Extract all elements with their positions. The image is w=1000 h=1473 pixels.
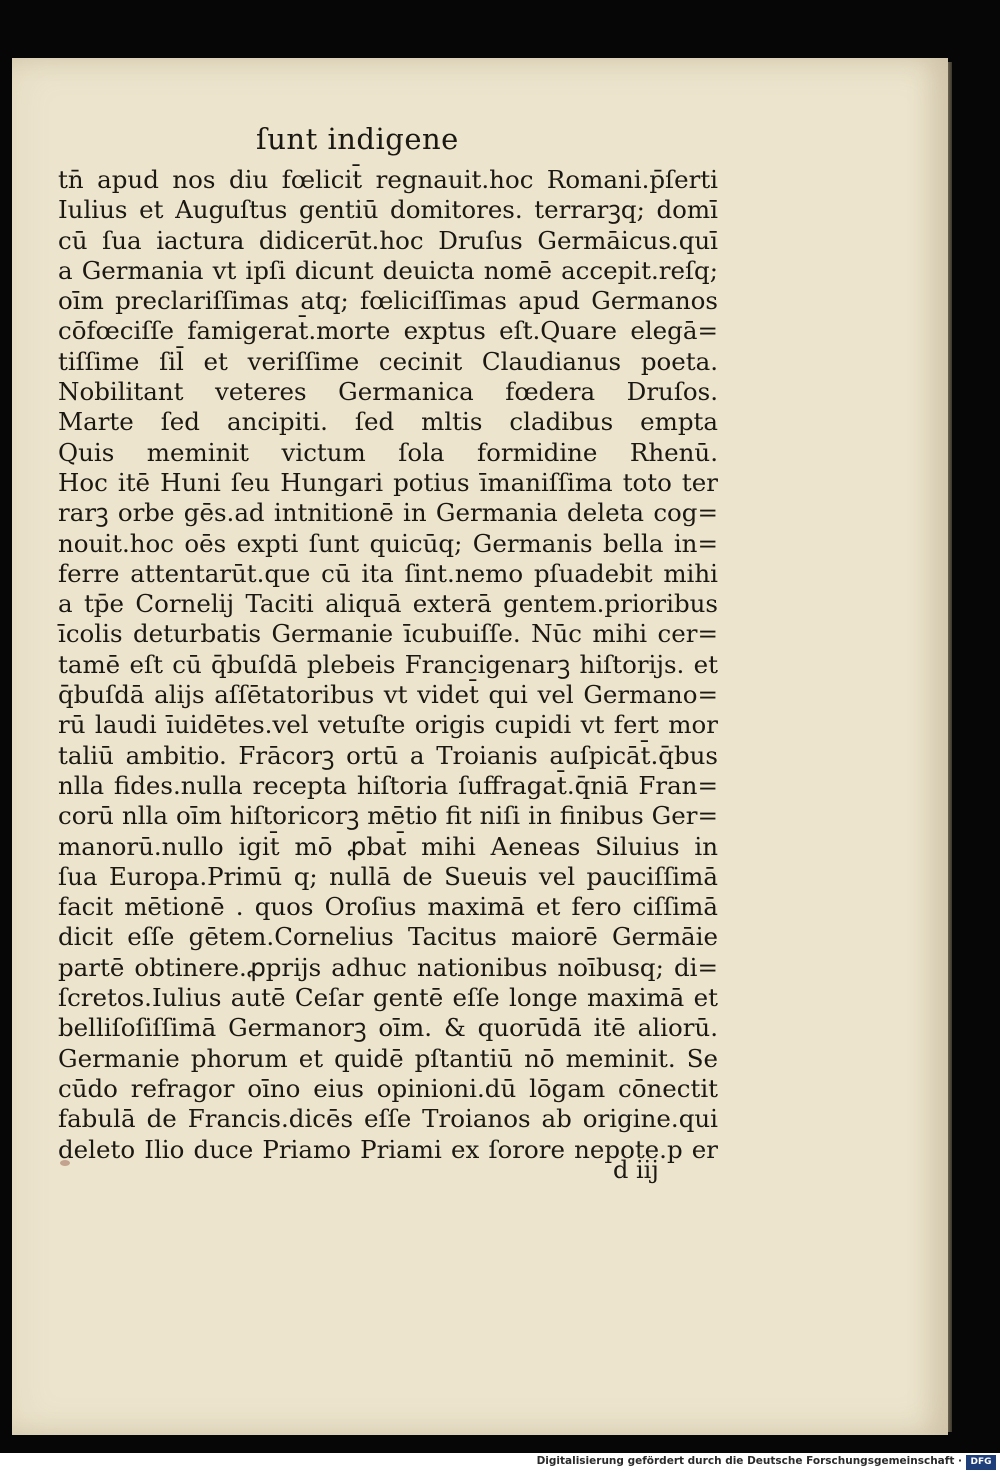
text-line: manorū.nullo igit̄ mō ꝓbat̄ mihi Aeneas Siluius in [58,831,718,861]
text-line: taliū ambitio. Frācorꝫ ortū a Troianis auſpicāt̄.q̄bus [58,740,718,770]
text-line: tn̄ apud nos diu fœlicit̄ regnauit.hoc Romani.p̄ſerti [58,165,718,194]
body-text [58,165,718,1165]
text-line: ſcretos.Iulius autē Ceſar gentē eſſe longe maximā et [58,983,718,1013]
text-line: oīm preclariſſimas atq; fœliciſſimas apud Germanos [58,286,718,316]
text-line: facit mētionē . quos Oroſius maximā et fero ciſſimā [58,892,718,922]
text-line: cū ſua iactura didicerūt.hoc Druſus Germāicus.quī [58,225,718,255]
text-line: Nobilitant veteres Germanica fœdera Druſos. [58,377,718,407]
signature-mark: d iij [613,1156,659,1184]
text-line: Hoc itē Huni ſeu Hungari potius īmaniſſima toto ter [58,467,718,497]
text-line: partē obtinere.ꝓprijs adhuc nationibus noībusq; di= [58,952,718,982]
text-line: ſua Europa.Primū q; nullā de Sueuis vel pauciſſimā [58,861,718,891]
text-line: fabulā de Francis.dicēs eſſe Troianos ab origine.qui [58,1104,718,1134]
text-line: tiſſime ſil̄ et veriſſime cecinit Claudianus poeta. [58,346,718,376]
text-line: deleto Ilio duce Priamo Priami ex ſorore nepote.p er [58,1134,718,1164]
text-line: a tp̄e Cornelij Taciti aliquā exterā gentem.prioribus [58,589,718,619]
text-line: Germanie phorum et quidē pſtantiū nō meminit. Se [58,1043,718,1073]
text-line: ferre attentarūt.que cū ita ſint.nemo pſuadebit mihi [58,558,718,588]
running-header: ſunt indigene [256,122,459,156]
text-line: īcolis deturbatis Germanie īcubuiſſe. Nūc mihi cer= [58,619,718,649]
digitization-note: Digitalisierung gefördert durch die Deutsche Forschungsgemeinschaft · [536,1455,962,1467]
dfg-logo: DFG [966,1455,996,1470]
text-line: Marte ſed ancipiti. ſed mltis cladibus empta [58,407,718,437]
text-line: corū nlla oīm hiſtoricorꝫ mētio fit niſi in finibus Ger= [58,801,718,831]
text-line: rarꝫ orbe gēs.ad intnitionē in Germania deleta cog= [58,498,718,528]
text-line: rū laudi īuidētes.vel vetuſte origis cupidi vt fert mor [58,710,718,740]
text-line: cūdo refragor oīno eius opinioni.dū lōgam cōnectit [58,1073,718,1103]
ink-smudge [60,1160,70,1166]
text-line: cōfœciſſe famigerat̄.morte exptus eſt.Quare elegā= [58,316,718,346]
text-line: belliſoſiſſimā Germanorꝫ oīm. & quorūdā itē aliorū. [58,1013,718,1043]
text-line: Quis meminit victum ſola formidine Rhenū. [58,437,718,467]
text-line: q̄buſdā alijs aſſētatoribus vt videt̄ qui vel Germano= [58,680,718,710]
text-line: nlla fides.nulla recepta hiſtoria ſuffragat̄.q̄niā Fran= [58,770,718,800]
text-line: nouit.hoc oēs expti ſunt quicūq; Germanis bella in= [58,528,718,558]
text-line: a Germania vt ipſi dicunt deuicta nomē accepit.reſq; [58,255,718,285]
text-line: tamē eſt cū q̄buſdā plebeis Francigenarꝫ hiſtorijs. et [58,649,718,679]
text-line: Iulius et Auguſtus gentiū domitores. terrarꝫq; domī [58,195,718,225]
text-line: dicit eſſe gētem.Cornelius Tacitus maiorē Germāie [58,922,718,952]
